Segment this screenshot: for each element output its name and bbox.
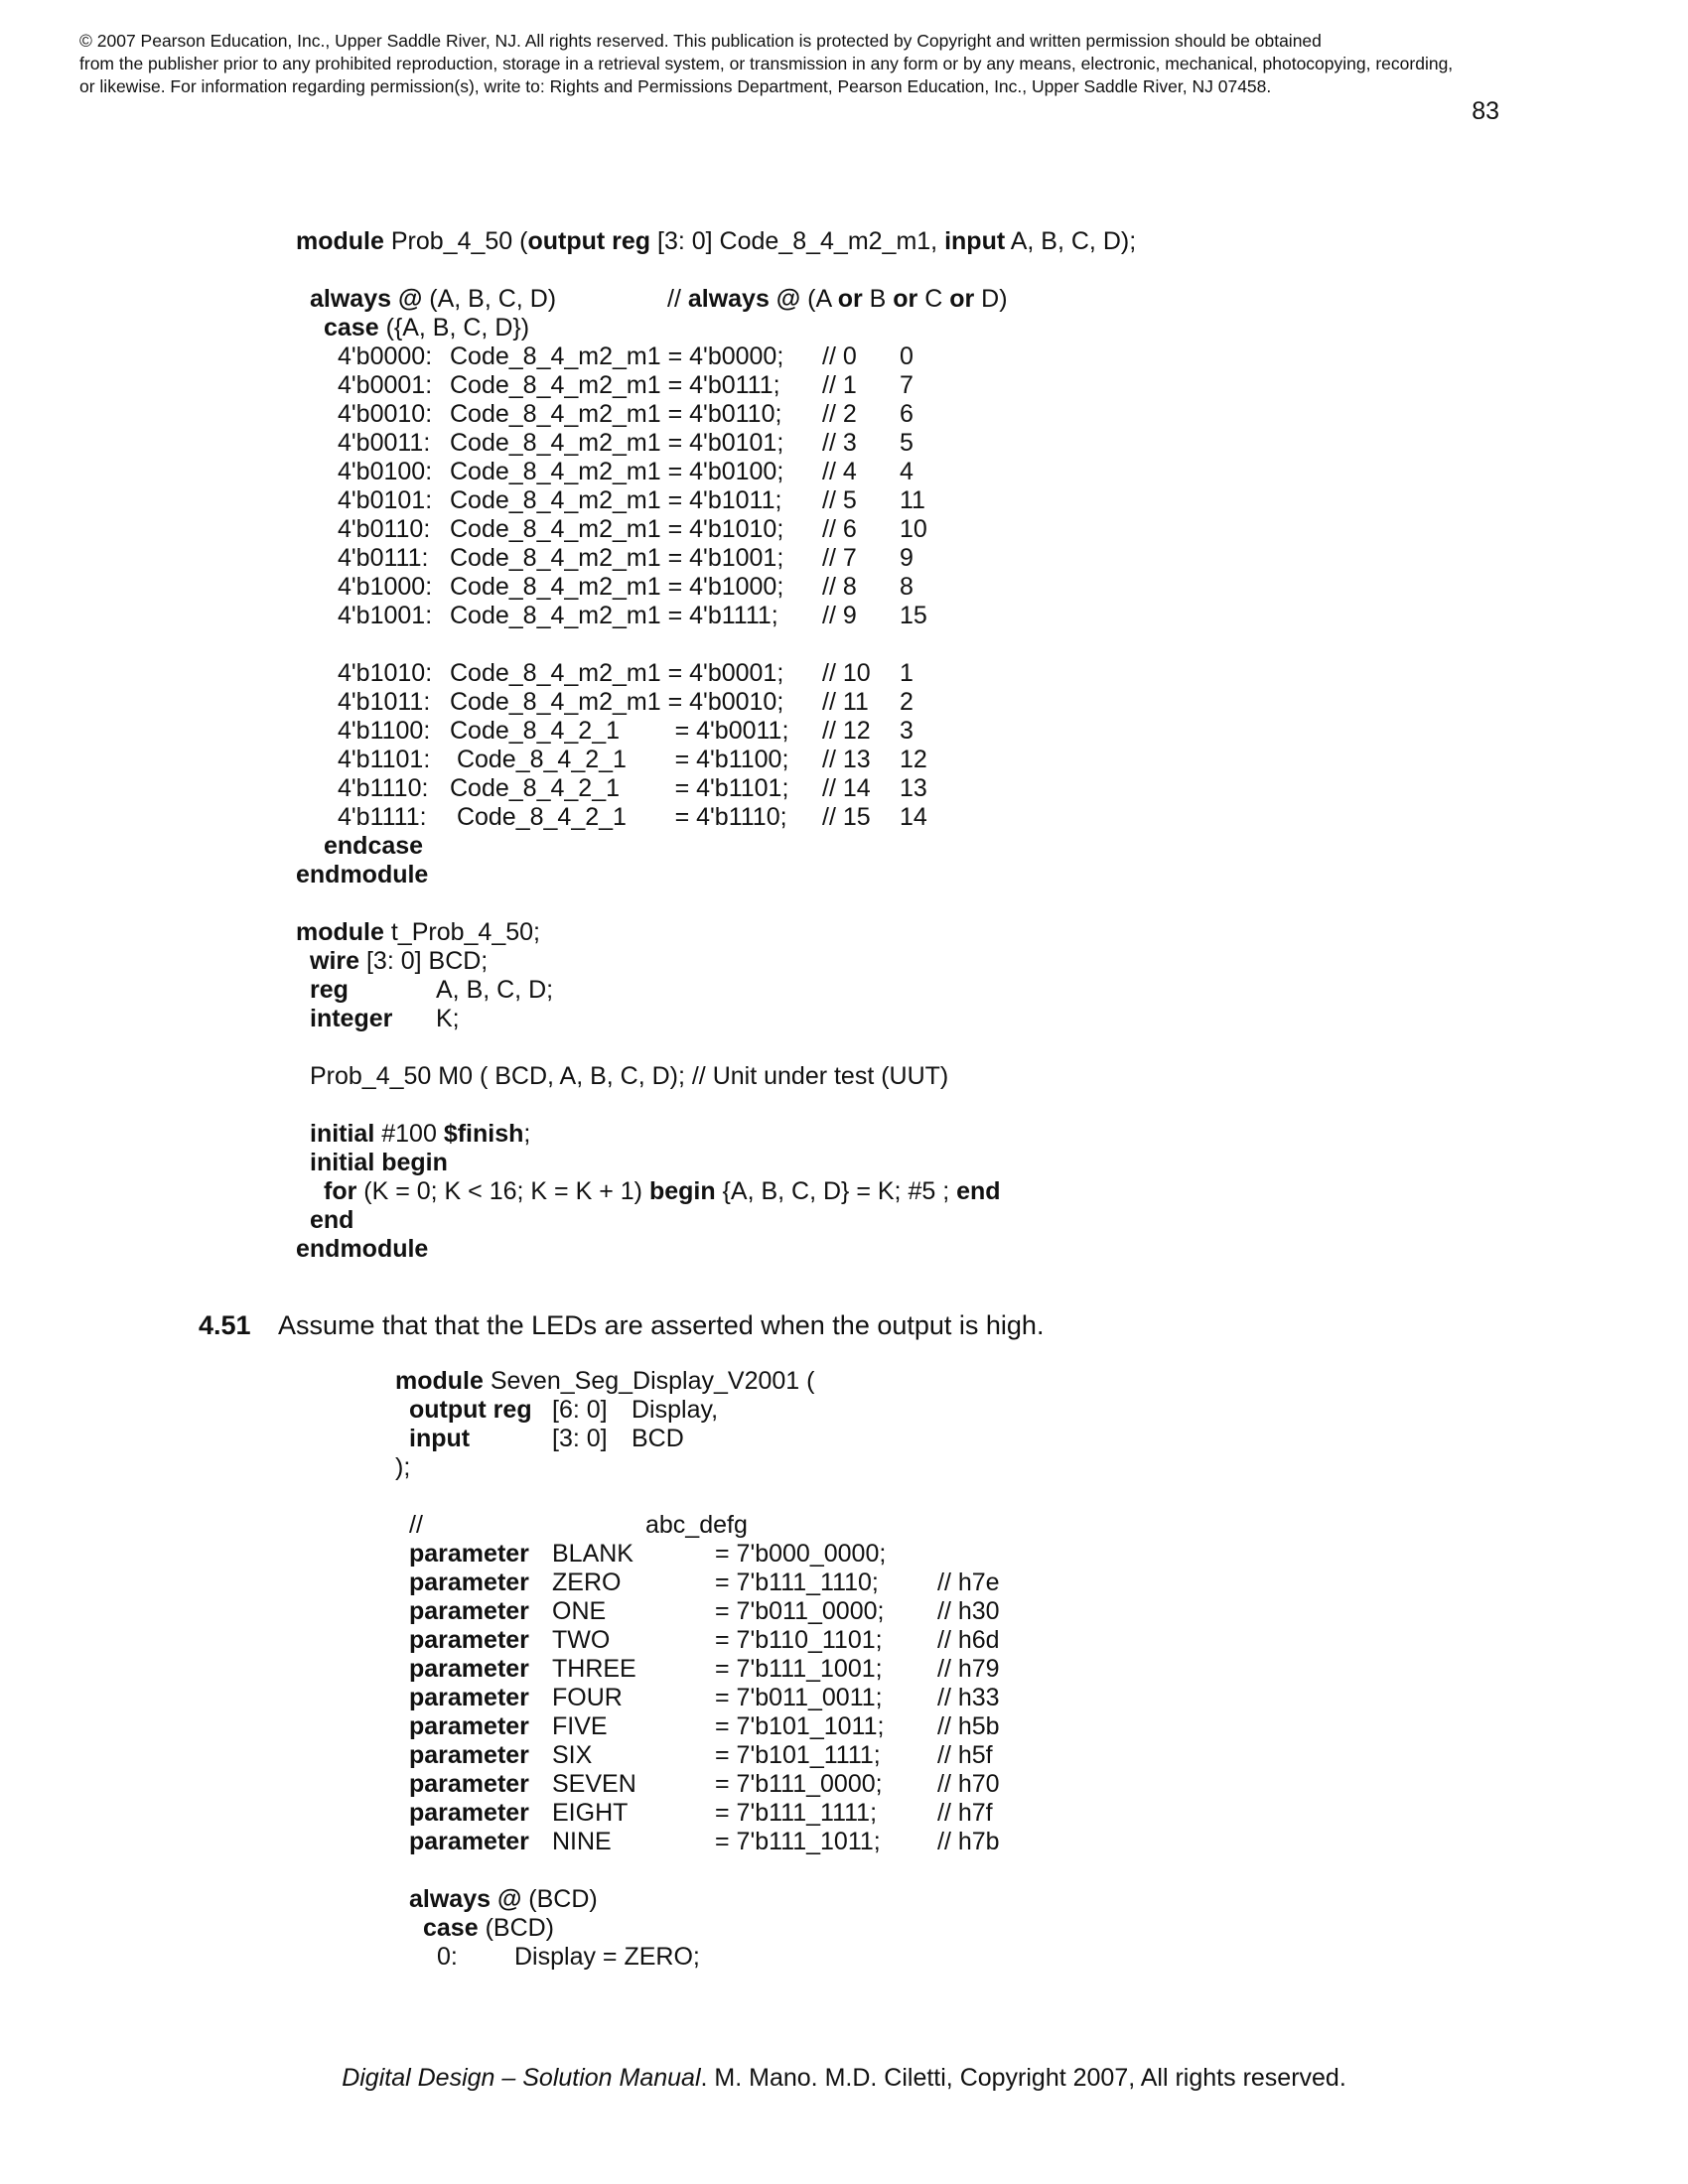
reg-keyword: reg xyxy=(310,976,349,1004)
case-comment-value: 10 xyxy=(900,515,927,543)
case-item-row xyxy=(296,342,1388,371)
parameter-keyword: parameter xyxy=(409,1799,529,1827)
copyright-line: from the publisher prior to any prohibited reproduction, storage in a retrieval system, or transmission in any form or by any means, electronic, mechanical, photocopying, recording, xyxy=(79,54,1454,73)
case-pattern: 4'b0001: xyxy=(338,371,433,399)
code-line xyxy=(296,1149,1388,1177)
case-comment-index: // 11 xyxy=(822,688,869,716)
case-assignment: Code_8_4_m2_m1 = 4'b0010; xyxy=(450,688,784,716)
case-assignment: Code_8_4_m2_m1 = 4'b1011; xyxy=(450,486,782,514)
case-comment-index: // 13 xyxy=(822,746,871,773)
case-assignment: Code_8_4_2_1 = 4'b0011; xyxy=(450,717,789,745)
case-comment-value: 11 xyxy=(900,486,925,514)
tb-endmodule-keyword: endmodule xyxy=(296,1235,429,1263)
case-assignment: Code_8_4_m2_m1 = 4'b0000; xyxy=(450,342,784,370)
case-item-row xyxy=(296,458,1388,486)
endcase-keyword: endcase xyxy=(324,832,424,860)
footer-credits: . M. Mano. M.D. Ciletti, Copyright 2007, All rights reserved. xyxy=(700,2064,1346,2092)
parameter-keyword: parameter xyxy=(409,1741,529,1769)
endmodule-keyword: endmodule xyxy=(296,861,429,888)
code-line xyxy=(395,1425,1487,1453)
case-comment-index: // 0 xyxy=(822,342,857,370)
case-comment-index: // 8 xyxy=(822,573,857,601)
case-pattern: 4'b1000: xyxy=(338,573,433,601)
case-item-row xyxy=(296,400,1388,429)
parameter-keyword: parameter xyxy=(409,1655,529,1683)
footer-title: Digital Design – Solution Manual xyxy=(342,2064,701,2092)
case-pattern: 4'b0000: xyxy=(338,342,433,370)
case-pattern: 4'b1100: xyxy=(338,717,431,745)
case-assignment: Code_8_4_m2_m1 = 4'b1001; xyxy=(450,544,784,572)
case-item-row xyxy=(296,371,1388,400)
parameter-row xyxy=(395,1712,1487,1741)
case-zero-label: 0: xyxy=(437,1943,458,1971)
code-module-testbench xyxy=(296,918,1388,1264)
case-comment-index: // 12 xyxy=(822,717,871,745)
segment-comment-label: abc_defg xyxy=(645,1511,748,1539)
problem-text: Assume that that the LEDs are asserted when the output is high. xyxy=(278,1310,1045,1340)
parameter-keyword: parameter xyxy=(409,1770,529,1798)
case-assignment: Code_8_4_m2_m1 = 4'b0101; xyxy=(450,429,784,457)
parameter-row xyxy=(395,1569,1487,1597)
case-assignment: Code_8_4_2_1 = 4'b1101; xyxy=(450,774,789,802)
case-item-row xyxy=(296,544,1388,573)
case-item-row xyxy=(296,515,1388,544)
parameter-row xyxy=(395,1540,1487,1569)
case-comment-index: // 10 xyxy=(822,659,871,687)
always-statement: always @ (A, B, C, D) xyxy=(310,285,557,313)
code-line xyxy=(296,976,1388,1005)
case-comment-index: // 4 xyxy=(822,458,857,485)
problem-number: 4.51 xyxy=(199,1310,251,1340)
case-comment-value: 13 xyxy=(900,774,927,802)
case-item-row xyxy=(296,486,1388,515)
input-range: [3: 0] xyxy=(552,1425,608,1452)
case-assignment: Code_8_4_m2_m1 = 4'b1111; xyxy=(450,602,778,629)
input-name: BCD xyxy=(632,1425,684,1452)
case-assignment: Code_8_4_m2_m1 = 4'b1010; xyxy=(450,515,784,543)
parameter-name: EIGHT xyxy=(552,1799,629,1827)
code-line xyxy=(395,1914,1487,1943)
parameter-keyword: parameter xyxy=(409,1569,529,1596)
case-item-row xyxy=(296,717,1388,746)
output-reg-keyword: output reg xyxy=(409,1396,532,1424)
parameter-keyword: parameter xyxy=(409,1540,529,1568)
case-pattern: 4'b0010: xyxy=(338,400,433,428)
uut-instantiation: Prob_4_50 M0 ( BCD, A, B, C, D); // Unit under test (UUT) xyxy=(310,1062,949,1090)
parameter-name: ZERO xyxy=(552,1569,622,1596)
case-item-row xyxy=(296,774,1388,803)
case-item-row xyxy=(296,746,1388,774)
case-comment-value: 4 xyxy=(900,458,914,485)
code-line xyxy=(296,832,1388,861)
parameter-name: SIX xyxy=(552,1741,593,1769)
parameter-hex-comment: // h7f xyxy=(937,1799,993,1827)
case-comment-value: 7 xyxy=(900,371,914,399)
case-pattern: 4'b1110: xyxy=(338,774,429,802)
seven-seg-declaration: module Seven_Seg_Display_V2001 ( xyxy=(395,1367,815,1395)
page-footer xyxy=(0,2063,1688,2093)
code-line xyxy=(395,1943,1487,1972)
case-pattern: 4'b0101: xyxy=(338,486,433,514)
code-line xyxy=(296,314,1388,342)
parameter-row xyxy=(395,1597,1487,1626)
code-line xyxy=(296,918,1388,947)
case-comment-index: // 7 xyxy=(822,544,857,572)
parameter-row xyxy=(395,1626,1487,1655)
code-line xyxy=(296,1235,1388,1264)
code-line xyxy=(296,1177,1388,1206)
parameter-value: = 7'b101_1011; xyxy=(715,1712,885,1740)
case-assignment: Code_8_4_2_1 = 4'b1110; xyxy=(450,803,787,831)
parameter-row xyxy=(395,1799,1487,1828)
seven-seg-always: always @ (BCD) xyxy=(409,1885,598,1913)
initial-finish: initial #100 $finish; xyxy=(310,1120,531,1148)
case-pattern: 4'b1101: xyxy=(338,746,431,773)
parameter-value: = 7'b111_0000; xyxy=(715,1770,883,1798)
code-line xyxy=(395,1367,1487,1396)
case-pattern: 4'b0100: xyxy=(338,458,433,485)
parameter-keyword: parameter xyxy=(409,1597,529,1625)
code-line xyxy=(296,1062,1388,1091)
page-number: 83 xyxy=(1472,97,1499,125)
code-line xyxy=(296,861,1388,889)
parameter-value: = 7'b110_1101; xyxy=(715,1626,883,1654)
parameter-hex-comment: // h33 xyxy=(937,1684,1000,1711)
code-line xyxy=(395,1511,1487,1540)
case-comment-index: // 15 xyxy=(822,803,871,831)
code-line xyxy=(395,1885,1487,1914)
output-name: Display, xyxy=(632,1396,719,1424)
case-comment-index: // 6 xyxy=(822,515,857,543)
parameter-value: = 7'b111_1111; xyxy=(715,1799,878,1827)
parameter-value: = 7'b111_1001; xyxy=(715,1655,883,1683)
code-line xyxy=(296,947,1388,976)
parameter-name: FIVE xyxy=(552,1712,608,1740)
case-pattern: 4'b1011: xyxy=(338,688,431,716)
case-pattern: 4'b0011: xyxy=(338,429,431,457)
parameter-row xyxy=(395,1655,1487,1684)
case-comment-index: // 2 xyxy=(822,400,857,428)
parameter-row xyxy=(395,1741,1487,1770)
tb-module-declaration: module t_Prob_4_50; xyxy=(296,918,540,946)
code-module-seven-seg xyxy=(395,1367,1487,1972)
copyright-line: © 2007 Pearson Education, Inc., Upper Saddle River, NJ. All rights reserved. This publication is protected by Copyright and written permission should be obtained xyxy=(79,31,1322,51)
code-line xyxy=(395,1396,1487,1425)
case-comment-index: // 5 xyxy=(822,486,857,514)
parameter-value: = 7'b101_1111; xyxy=(715,1741,881,1769)
parameter-value: = 7'b011_0000; xyxy=(715,1597,885,1625)
code-line xyxy=(296,227,1388,256)
parameter-value: = 7'b111_1011; xyxy=(715,1828,881,1855)
parameter-hex-comment: // h6d xyxy=(937,1626,1000,1654)
integer-variables: K; xyxy=(436,1005,460,1032)
parameter-value: = 7'b111_1110; xyxy=(715,1569,879,1596)
case-pattern: 4'b0111: xyxy=(338,544,429,572)
parameter-row xyxy=(395,1770,1487,1799)
case-item-row xyxy=(296,602,1388,630)
case-comment-value: 15 xyxy=(900,602,927,629)
end-keyword: end xyxy=(310,1206,354,1234)
parameter-hex-comment: // h7b xyxy=(937,1828,1000,1855)
parameter-name: NINE xyxy=(552,1828,612,1855)
case-pattern: 4'b1001: xyxy=(338,602,433,629)
case-comment-index: // 14 xyxy=(822,774,871,802)
parameter-hex-comment: // h5b xyxy=(937,1712,1000,1740)
case-comment-value: 1 xyxy=(900,659,914,687)
module-declaration: module Prob_4_50 (output reg [3: 0] Code_8_4_m2_m1, input A, B, C, D); xyxy=(296,227,1137,255)
parameter-row xyxy=(395,1828,1487,1856)
case-pattern: 4'b1111: xyxy=(338,803,427,831)
code-module-prob-4-50 xyxy=(296,227,1388,889)
parameter-name: FOUR xyxy=(552,1684,623,1711)
case-item-row xyxy=(296,429,1388,458)
case-pattern: 4'b1010: xyxy=(338,659,433,687)
parameter-value: = 7'b011_0011; xyxy=(715,1684,883,1711)
code-line xyxy=(296,1005,1388,1033)
parameter-value: = 7'b000_0000; xyxy=(715,1540,887,1568)
code-line xyxy=(296,285,1388,314)
case-assignment: Code_8_4_m2_m1 = 4'b0001; xyxy=(450,659,784,687)
code-line xyxy=(296,1120,1388,1149)
case-zero-statement: Display = ZERO; xyxy=(514,1943,700,1971)
case-comment-value: 12 xyxy=(900,746,927,773)
parameter-name: THREE xyxy=(552,1655,636,1683)
case-comment-value: 9 xyxy=(900,544,914,572)
case-assignment: Code_8_4_2_1 = 4'b1100; xyxy=(450,746,789,773)
reg-variables: A, B, C, D; xyxy=(436,976,554,1004)
case-comment-value: 2 xyxy=(900,688,914,716)
parameter-name: ONE xyxy=(552,1597,607,1625)
case-comment-index: // 9 xyxy=(822,602,857,629)
case-comment-value: 0 xyxy=(900,342,914,370)
case-comment-index: // 3 xyxy=(822,429,857,457)
parameter-keyword: parameter xyxy=(409,1626,529,1654)
case-comment-value: 3 xyxy=(900,717,914,745)
integer-keyword: integer xyxy=(310,1005,393,1032)
parameter-hex-comment: // h79 xyxy=(937,1655,1000,1683)
code-line xyxy=(296,1206,1388,1235)
input-keyword: input xyxy=(409,1425,471,1452)
parameter-hex-comment: // h30 xyxy=(937,1597,1000,1625)
always-comment: // always @ (A or B or C or D) xyxy=(667,285,1008,313)
output-range: [6: 0] xyxy=(552,1396,608,1424)
parameter-hex-comment: // h7e xyxy=(937,1569,1000,1596)
parameter-hex-comment: // h5f xyxy=(937,1741,993,1769)
copyright-line: or likewise. For information regarding permission(s), write to: Rights and Permissions Department, Pearson Education, Inc., Upper Saddle River, NJ 07458. xyxy=(79,76,1272,96)
for-loop: for (K = 0; K < 16; K = K + 1) begin {A, B, C, D} = K; #5 ; end xyxy=(324,1177,1001,1205)
case-assignment: Code_8_4_m2_m1 = 4'b0110; xyxy=(450,400,782,428)
case-comment-value: 6 xyxy=(900,400,914,428)
case-assignment: Code_8_4_m2_m1 = 4'b1000; xyxy=(450,573,784,601)
case-pattern: 4'b0110: xyxy=(338,515,431,543)
case-statement: case ({A, B, C, D}) xyxy=(324,314,530,341)
case-item-row xyxy=(296,688,1388,717)
case-assignment: Code_8_4_m2_m1 = 4'b0111; xyxy=(450,371,780,399)
parameter-row xyxy=(395,1684,1487,1712)
case-assignment: Code_8_4_m2_m1 = 4'b0100; xyxy=(450,458,784,485)
copyright-notice xyxy=(79,30,1628,98)
wire-declaration: wire [3: 0] BCD; xyxy=(310,947,489,975)
case-comment-index: // 1 xyxy=(822,371,857,399)
segment-comment-slashes: // xyxy=(409,1511,423,1539)
case-comment-value: 8 xyxy=(900,573,914,601)
parameter-name: SEVEN xyxy=(552,1770,636,1798)
case-item-row xyxy=(296,659,1388,688)
parameter-keyword: parameter xyxy=(409,1684,529,1711)
case-item-row xyxy=(296,573,1388,602)
code-line xyxy=(395,1453,1487,1482)
parameter-keyword: parameter xyxy=(409,1712,529,1740)
port-list-close: ); xyxy=(395,1453,411,1481)
parameter-keyword: parameter xyxy=(409,1828,529,1855)
case-comment-value: 14 xyxy=(900,803,927,831)
case-item-row xyxy=(296,803,1388,832)
seven-seg-case: case (BCD) xyxy=(423,1914,555,1942)
parameter-name: BLANK xyxy=(552,1540,633,1568)
parameter-name: TWO xyxy=(552,1626,611,1654)
parameter-hex-comment: // h70 xyxy=(937,1770,1000,1798)
case-comment-value: 5 xyxy=(900,429,914,457)
initial-begin: initial begin xyxy=(310,1149,448,1176)
